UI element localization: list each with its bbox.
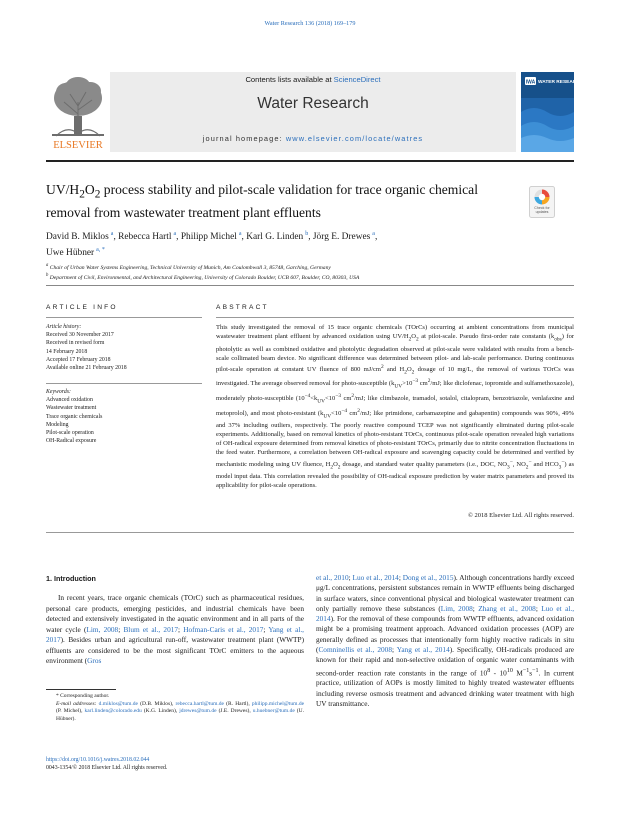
email-link[interactable]: rebecca.hartl@tum.de <box>175 700 224 707</box>
journal-title: Water Research <box>257 95 369 112</box>
doi-link[interactable]: https://doi.org/10.1016/j.watres.2018.02.044 <box>46 757 150 763</box>
history-list <box>46 331 202 372</box>
abstract-heading: ABSTRACT <box>216 304 269 311</box>
keyword-item: Advanced oxidation <box>46 397 93 404</box>
author-affiliation-marker[interactable]: a <box>238 231 242 237</box>
keyword-item: Pilot-scale operation <box>46 430 94 437</box>
ref-lim-2008-b[interactable]: Lim, 2008 <box>440 603 473 613</box>
introduction-paragraph-left: In recent years, trace organic chemicals (TOrC) such as pharmaceutical residues, personal care products, emerging pesticides, and industrial chemicals have been detected and extensively investigated in the aquatic environment and in all parts of the water cycle (Lim, 2008; Blum et al., 2017; Hofman-Caris et al., 2017; Yang et al., 2017). Besides urban and agricultural run-off, wastewater treatment plant (WWTP) effluents are considered to be the most significant TOrC emitters to the aqueous environment (Gros <box>46 593 304 665</box>
author-affiliation-marker[interactable]: a <box>173 231 177 237</box>
footnotes <box>46 693 304 723</box>
author-separator: , <box>308 232 313 243</box>
author-name[interactable]: Philipp Michel <box>180 232 237 243</box>
introduction-paragraph-right: et al., 2010; Luo et al., 2014; Dong et al., 2015). Although concentrations hardly exceed μg/L concentrations, persistent substances remain in WWTP effluents being discharged in surface waters, since conventional physical and biological wastewater treatment can only partially remove these substances (Lim, 2008; Zhang et al., 2008; Luo et al., 2014). For the removal of these compounds from WWTP effluents, advanced oxidation might be a promising treatment approach. Advanced oxidation processes (AOP) are generally defined as processes that intentionally form highly reactive radicals in situ (Comninellis et al., 2008; Yang et al., 2014). Specifically, OH-radicals produced are known for their rapid and non-selective oxidation of organic water contaminants with second-order reaction rate constants in the range of $10^8 - 10^{10}$ $M^{-1}s^{-1}$. In current practice, utilization of AOPs is mostly limited to highly treated wastewater effluents including reverse osmosis treatment and advanced drinking water treatment with high UV transmittance. <box>316 573 575 708</box>
keyword-item: Modeling <box>46 421 69 428</box>
email-addresses <box>46 701 304 724</box>
contents-prefix: Contents lists available at <box>245 75 334 84</box>
journal-cover-image <box>521 72 584 152</box>
affiliation-list <box>46 262 574 282</box>
author-name[interactable]: Uwe Hübner <box>46 248 95 259</box>
author-separator: , <box>241 232 247 243</box>
sciencedirect-link[interactable]: ScienceDirect <box>333 75 381 84</box>
author-list <box>46 228 526 260</box>
check-updates-label: Check for updates <box>534 206 550 215</box>
journal-homepage <box>110 134 516 143</box>
email-link[interactable]: d.miklos@tum.de <box>98 700 138 707</box>
author-separator: , <box>176 232 181 243</box>
keywords-label: Keywords: <box>46 389 71 395</box>
author-name[interactable]: Karl G. Linden <box>246 232 304 243</box>
ref-yang-2017[interactable]: Yang et al., 2017 <box>46 624 304 644</box>
email-owner: (D.B. Miklos), <box>137 700 176 707</box>
section-rule <box>46 285 574 286</box>
keywords-rule <box>46 383 202 384</box>
keyword-item: Trace organic chemicals <box>46 413 103 420</box>
author-separator: , <box>113 232 119 243</box>
ref-luo-2014-b[interactable]: Luo et al., 2014 <box>316 603 575 624</box>
check-for-updates-button[interactable] <box>529 186 555 218</box>
keyword-list <box>46 396 202 445</box>
contents-line <box>110 75 516 84</box>
author-separator: , <box>374 232 378 243</box>
issn-line: 0043-1354/© 2018 Elsevier Ltd. All rights reserved. <box>46 765 168 771</box>
email-label: E-mail addresses: <box>56 700 97 707</box>
article-title: $UV/H_2O_2$ process stability and pilot-scale validation for trace organic chemical removal from wastewater treatment plant effluents <box>46 182 478 220</box>
ref-gros[interactable]: Gros <box>87 656 102 665</box>
keywords <box>46 388 202 445</box>
affiliation-b: $^b$ Department of Civil, Environmental, and Architectural Engineering, University of Colorado Boulder, UCB 607, Boulder, CO, 80303, USA <box>46 272 360 281</box>
journal-citation[interactable]: Water Research 136 (2018) 169–179 <box>264 20 356 27</box>
ref-luo-2014[interactable]: Luo et al., 2014 <box>352 573 399 582</box>
email-link[interactable]: jdrewes@tum.de <box>179 708 217 715</box>
email-owner: (K.G. Linden), <box>141 708 180 715</box>
history-label: Article history: <box>46 324 82 330</box>
cover-badge: IWA <box>525 79 536 86</box>
history-item: Accepted 17 February 2018 <box>46 356 111 363</box>
article-history <box>46 323 202 372</box>
doi-block <box>46 756 167 772</box>
email-link[interactable]: u.huebner@tum.de <box>252 708 295 715</box>
ref-dong-2015[interactable]: Dong et al., 2015 <box>402 573 454 582</box>
corresponding-author-note: * Corresponding author. <box>56 693 110 699</box>
history-item: Received in revised form <box>46 340 105 347</box>
ref-zhang-2008[interactable]: Zhang et al., 2008 <box>478 603 536 613</box>
history-item: Received 30 November 2017 <box>46 332 114 339</box>
email-link[interactable]: karl.linden@colorado.edu <box>84 708 142 715</box>
email-link[interactable]: philipp.michel@tum.de <box>251 700 305 707</box>
author-affiliation-marker[interactable]: a <box>110 231 114 237</box>
elsevier-logo[interactable] <box>46 72 110 152</box>
email-owner: (P. Michel), <box>56 708 85 715</box>
abstract-text: This study investigated the removal of 15 trace organic chemicals (TOrCs) occurring at ambient concentrations from municipal wastewater treatment plant effluent by advanced oxidation using $UV/H_2O_2$ at pilot-scale. Pseudo first-order rate constants $(k_{obs})$ for photolytic as well as combined oxidative and photolytic degradation observed at pilot-scale were validated with results from a bench-scale collimated beam device. No significant difference was determined between pilot- and lab-scale performance. During continuous pilot-scale operation at constant UV fluence of 800 $mJ/cm^2$ and $H_2O_2$ dosage of 10 mg/L, the removal of various TOrCs was investigated. The average observed removal for photo-susceptible ($k_{UV}>10^{-3}$ $cm^2/mJ$; like diclofenac, iopromide and sulfamethoxazole), moderately photo-susceptible ($10^{-4}<k_{UV}<10^{-3}$ $cm^2/mJ$; like climbazole, tramadol, sotalol, citalopram, benzotriazole, venlafaxine and metoprolol), and most photo-resistant ($k_{UV}<10^{-4}$ $cm^2/mJ$; like primidone, carbamazepine and gabapentin) compounds was 90%, 49% and 37% including outliers, respectively. The poorly reactive compound TCEP was not significantly eliminated during pilot-scale experiments. Additionally, based on removal kinetics of photo-resistant TOrCs, continuous pilot-scale operation revealed high variations of OH-radical exposure determined from removal kinetics of photo-resistant TOrCs, primarily due to nitrite concentration fluctuations in the feed water. Furthermore, a correlation between OH-radical exposure and scavenging capacity could be determined and verified by mechanistic modeling using UV fluence, $H_2O_2$ dosage, and standard water quality parameters (i.e., DOC, $NO_3^-$, $NO_2^-$ and $HCO_3^-$) as model input data. This correlation revealed the possibility of OH-radical exposure prediction by water matrix parameters and proved its applicability for pilot-scale operations. <box>216 324 574 490</box>
cover-title: WATER RESEARCH <box>538 80 584 85</box>
header-rule <box>46 160 574 162</box>
author-name[interactable]: Jörg E. Drewes <box>312 232 371 243</box>
history-item: 14 February 2018 <box>46 348 88 355</box>
article-info-rule <box>46 317 202 318</box>
email-owner: (J.E. Drewes), <box>216 708 253 715</box>
author-affiliation-marker[interactable]: b <box>305 231 309 237</box>
ref-yang-2014[interactable]: Yang et al., 2014 <box>396 645 450 655</box>
ref-lim-2008[interactable]: Lim, 2008 <box>86 624 119 634</box>
author-name[interactable]: Rebecca Hartl <box>118 232 172 243</box>
footnote-rule <box>46 689 116 690</box>
author-name[interactable]: David B. Miklos <box>46 232 109 243</box>
history-item: Available online 21 February 2018 <box>46 365 127 372</box>
abstract-copyright: © 2018 Elsevier Ltd. All rights reserved. <box>467 512 574 519</box>
abstract-rule <box>216 317 574 318</box>
keyword-item: Wastewater treatment <box>46 405 97 412</box>
journal-cover[interactable] <box>521 72 584 152</box>
homepage-link[interactable]: www.elsevier.com/locate/watres <box>285 134 424 143</box>
elsevier-wordmark: ELSEVIER <box>53 140 103 151</box>
ref-hofman-caris-2017[interactable]: Hofman-Caris et al., 2017 <box>183 624 264 634</box>
author-affiliation-marker[interactable]: a, * <box>96 247 105 254</box>
introduction-heading: 1. Introduction <box>46 574 96 583</box>
email-owner: (R. Hartl), <box>223 700 252 707</box>
ref-gros-2010[interactable]: et al., 2010 <box>316 573 349 582</box>
abstract-end-rule <box>46 532 574 533</box>
affiliation-a: $^a$ Chair of Urban Water Systems Engineering, Technical University of Munich, Am Coulombwall 3, 85748, Garching, Germany <box>46 263 331 271</box>
elsevier-tree-icon <box>46 72 110 152</box>
ref-comninellis-2008[interactable]: Comninellis et al., 2008 <box>318 645 392 655</box>
email-owner: (U. Hübner). <box>56 708 304 722</box>
homepage-prefix: journal homepage: <box>202 134 286 143</box>
author-affiliation-marker[interactable]: a <box>372 231 375 237</box>
ref-blum-2017[interactable]: Blum et al., 2017 <box>123 624 179 634</box>
keyword-item: OH-Radical exposure <box>46 438 97 445</box>
article-info-heading: ARTICLE INFO <box>46 304 118 311</box>
